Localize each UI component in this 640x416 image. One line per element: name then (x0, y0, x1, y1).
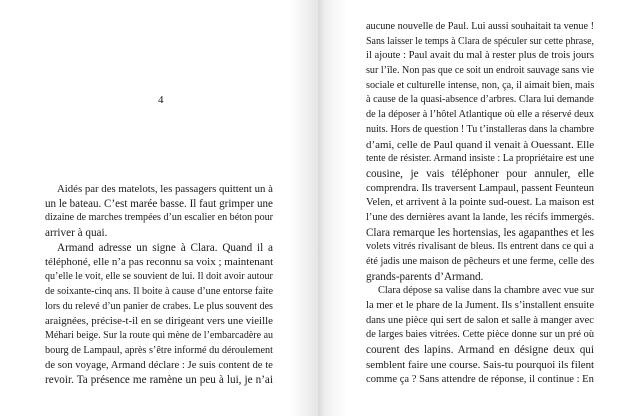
text-line: été jadis une maison de pêcheurs et une ferme, celle des (366, 256, 595, 267)
text-line: Clara dépose sa valise dans la chambre avec vue sur (378, 285, 595, 297)
text-line: dans une pièce qui sert de salon et salle à manger avec (366, 314, 594, 326)
text-line: à cause de la quasi-absence d’arbres. Clara lui demande (366, 94, 594, 106)
text-line: de soixante-cinq ans. Il boite à cause d’une entorse faite (45, 285, 273, 297)
text-line: Sans laisser le temps à Clara de spéculer sur cette phrase, (366, 35, 595, 47)
text-line: nuits. Hors de question ! Tu t’installeras dans la chambre (366, 123, 595, 135)
text-line: la mer et le phare de la Jument. Ils s’installent ensuite (366, 300, 595, 312)
right-page (318, 0, 640, 416)
text-line: cousine, je vais téléphoner pour annuler, elle (366, 167, 594, 180)
text-line: téléphoné, elle n’a pas reconnu sa voix ; maintenant (45, 256, 274, 269)
text-line: de la déposer à l’hôtel Atlantique où elle a réservé deux (366, 109, 595, 121)
text-line: de larges baies vitrées. Cette pièce donne sur un pré où (366, 329, 595, 341)
left-page (0, 0, 318, 416)
text-line: il ajoute : Paul avait du mal à rester plus de trois jours (366, 50, 594, 62)
text-line: araignées, précise-t-il en se dirigeant vers une vieille (45, 315, 273, 328)
text-line: Méhari beige. Sur la route qui mène de l’embarcadère au (45, 329, 274, 341)
right-page-text (366, 20, 594, 387)
text-line: de son voyage, Armand déclare : Je suis content de te (45, 359, 273, 372)
text-line: comprendra. Ils traversent Lampaul, passent Feunteun (366, 182, 595, 194)
text-line: dizaine de marches trempées d’un escalier en béton pour (45, 212, 273, 224)
text-line: bourg de Lampaul, après s’être informé du déroulement (45, 344, 273, 356)
text-line: semblent faire une course. Sais-tu pourquoi ils filent (366, 358, 595, 371)
text-line: courent des lapins. Armand en désigne deux qui (366, 344, 594, 357)
text-line: l’une des dernières avant la lande, les récifs immergés. (366, 211, 595, 223)
text-line: Velen, et arrivent à la pointe sud-ouest. La maison est (366, 197, 595, 209)
text-line: sur l’île. Non pas que ce soit un endroit sauvage sans vie (366, 65, 595, 77)
text-line: comme ça ? Sans attendre de réponse, il continue : En (366, 373, 594, 385)
text-line: revoir. Ta présence me ramène un peu à lui, je n’ai (45, 373, 273, 386)
text-line: arriver à quai. (45, 227, 108, 240)
text-line: Armand adresse un signe à Clara. Quand il a (57, 241, 273, 254)
text-line: un le bateau. C’est marée basse. Il faut grimper une (45, 197, 273, 210)
text-line: aucune nouvelle de Paul. Lui aussi souhaitait ta venue ! (366, 21, 595, 32)
text-line: qu’elle le voit, elle se souvient de lui. Il doit avoir autour (45, 271, 273, 283)
text-line: d’ami, celle de Paul quand il venait à Ouessant. Elle (366, 138, 595, 151)
text-line: grands-parents d’Armand. (366, 270, 484, 283)
text-line: sociale et culturelle intense, non, ça, il aimait bien, mais (366, 79, 595, 91)
page-number: 4 (158, 94, 164, 106)
left-page-text (45, 182, 273, 388)
text-line: lors du relevé d’un panier de crabes. Le plus souvent des (45, 300, 273, 312)
text-line: Clara remarque les hortensias, les agapanthes et les (366, 226, 594, 239)
text-line: volets vitrés rivalisant de bleus. Ils entrent dans ce qui a (366, 241, 594, 253)
text-line: Aidés par des matelots, les passagers quittent un à (57, 183, 273, 195)
text-line: tente de résister. Armand insiste : La propriétaire est une (366, 153, 594, 165)
